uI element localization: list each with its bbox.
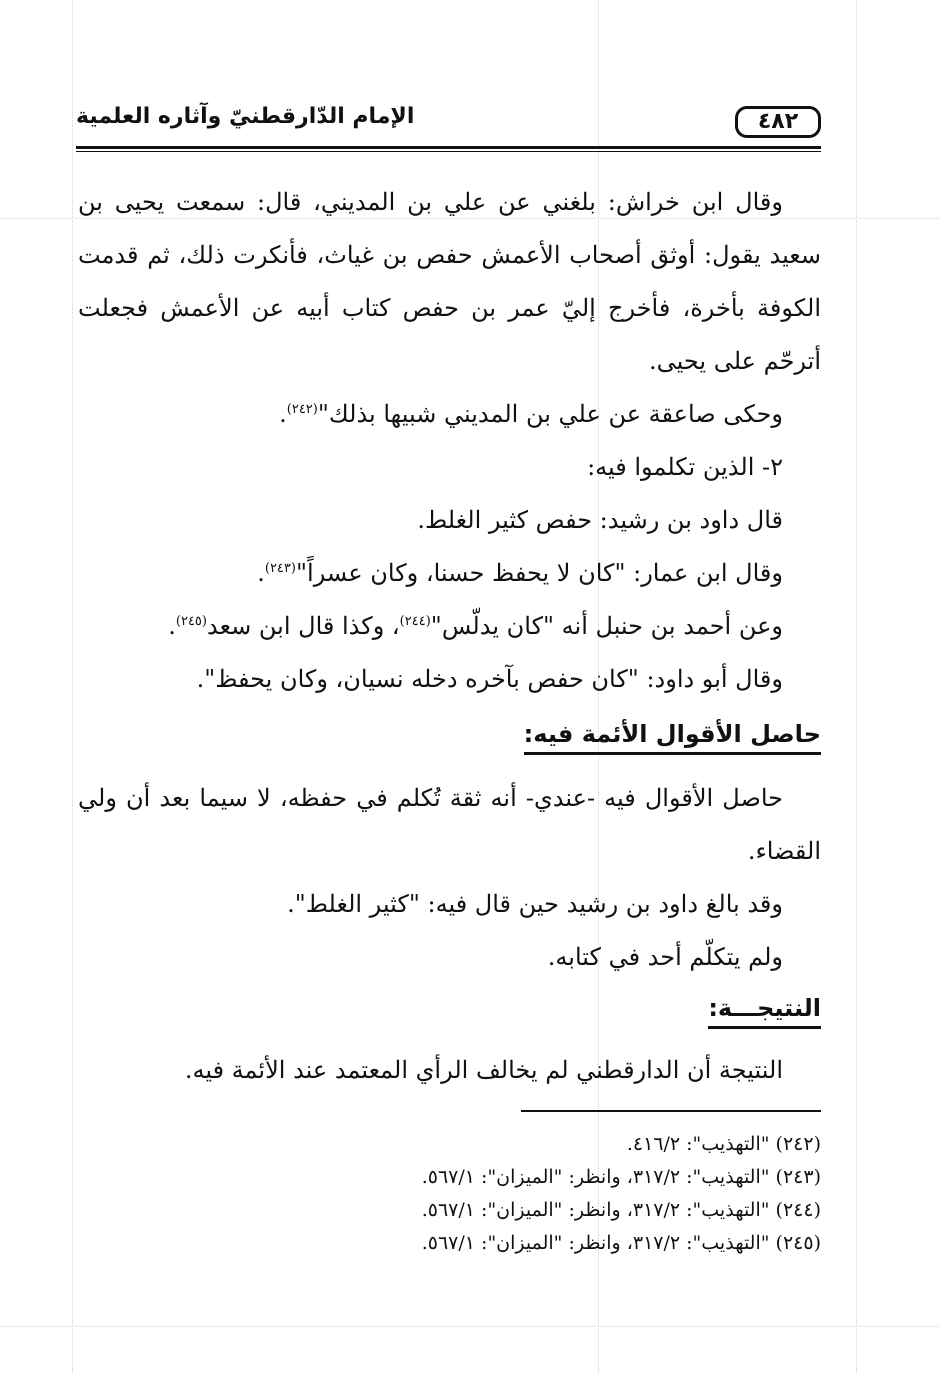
footnote: (٢٤٣) "التهذيب": ٣١٧/٢، وانظر: "الميزان": ٥٦٧/١. [421, 1166, 821, 1188]
footnote-ref: (٢٤٢) [286, 402, 318, 417]
footnote: (٢٤٤) "التهذيب": ٣١٧/٢، وانظر: "الميزان": ٥٦٧/١. [421, 1199, 821, 1221]
section-heading: حاصل الأقوال الأئمة فيه: [524, 720, 821, 755]
footnote-ref: (٢٤٣) [264, 561, 296, 576]
page-number: ٤٨٢ [735, 106, 821, 138]
footnote-ref: (٢٤٤) [399, 614, 431, 629]
paragraph-text: وعن أحمد بن حنبل أنه "كان يدلّس" [430, 612, 783, 640]
paragraph: وحكى صاعقة عن علي بن المديني شبيها بذلك"$^{(٢٤٢)}$. [279, 400, 783, 428]
paragraph: ٢- الذين تكلموا فيه: [587, 453, 783, 481]
scan-line [72, 0, 73, 1373]
footnote-ref: (٢٤٥) [175, 614, 207, 629]
running-title: الإمام الدّارقطنيّ وآثاره العلمية [76, 104, 415, 129]
paragraph-text: وقال ابن عمار: "كان لا يحفظ حسنا، وكان عسراً" [295, 559, 783, 587]
scan-line [0, 1326, 939, 1327]
paragraph: وقال ابن عمار: "كان لا يحفظ حسنا، وكان عسراً"$^{(٢٤٣)}$. [257, 559, 783, 587]
footnote: (٢٤٢) "التهذيب": ٤١٦/٢. [626, 1133, 821, 1155]
scan-line [856, 0, 857, 1373]
section-heading: النتيجـــة: [708, 994, 821, 1029]
paragraph: وقال ابن خراش: بلغني عن علي بن المديني، قال: سمعت يحيى بن سعيد يقول: أوثق أصحاب الأعمش حفص بن غياث، فأنكرت ذلك، ثم قدمت الكوفة بأخرة، فأخرج إليّ عمر بن حفص كتاب أبيه عن الأعمش فجعلت أترحّم على يحيى. [78, 188, 821, 375]
paragraph: حاصل الأقوال فيه -عندي- أنه ثقة تُكلم في حفظه، لا سيما بعد أن ولي القضاء. [78, 784, 821, 865]
section-summary [78, 772, 821, 984]
section-result [78, 1044, 821, 1097]
header-rule [76, 151, 821, 152]
paragraph-text: وحكى صاعقة عن علي بن المديني شبيها بذلك" [317, 400, 783, 428]
paragraph: النتيجة أن الدارقطني لم يخالف الرأي المعتمد عند الأئمة فيه. [184, 1056, 783, 1084]
paragraph: وعن أحمد بن حنبل أنه "كان يدلّس"$^{(٢٤٤)}$، وكذا قال ابن سعد$^{(٢٤٥)}$. [168, 612, 783, 640]
paragraph-text: ، وكذا قال ابن سعد [207, 612, 400, 640]
page-header [76, 100, 821, 146]
paragraph: وقد بالغ داود بن رشيد حين قال فيه: "كثير الغلط". [287, 890, 783, 918]
footnote-rule [521, 1110, 821, 1112]
paragraph: قال داود بن رشيد: حفص كثير الغلط. [417, 506, 783, 534]
paragraph: وقال أبو داود: "كان حفص بآخره دخله نسيان، وكان يحفظ". [196, 665, 783, 693]
section-narrations [78, 176, 821, 706]
paragraph: ولم يتكلّم أحد في كتابه. [547, 943, 783, 971]
footnotes [300, 1128, 821, 1260]
header-rule [76, 146, 821, 149]
footnote: (٢٤٥) "التهذيب": ٣١٧/٢، وانظر: "الميزان": ٥٦٧/١. [421, 1232, 821, 1254]
